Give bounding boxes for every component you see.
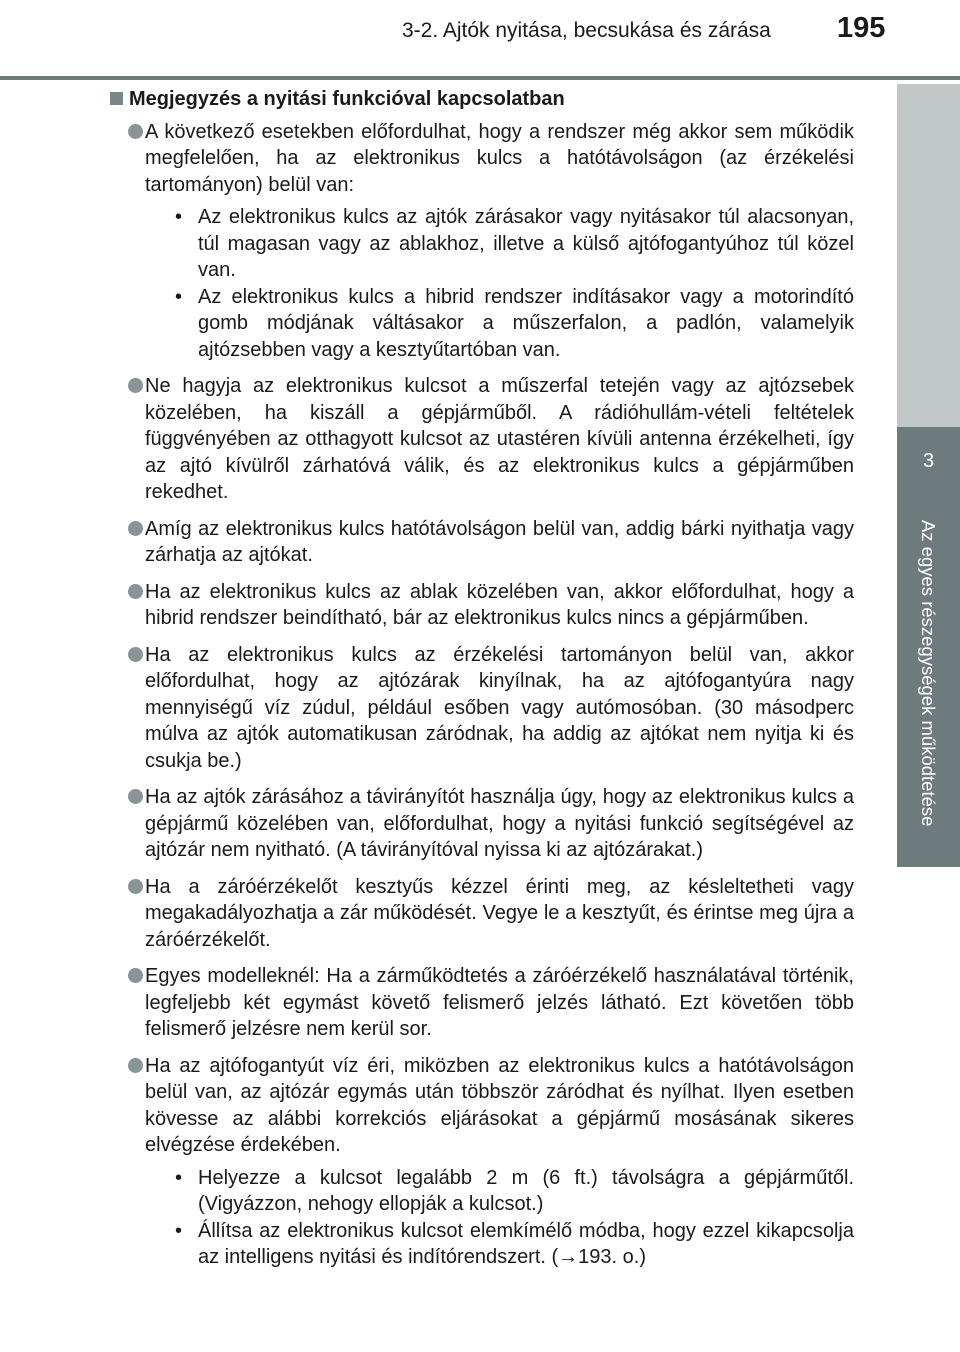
page-number: 195 bbox=[837, 12, 886, 44]
list-item bbox=[110, 642, 854, 775]
list-item bbox=[110, 119, 854, 364]
list-item-text: Ha az elektronikus kulcs az ablak közelében van, akkor előfordulhat, hogy a hibrid rendszer beindítható, bár az elektronikus kulcs nincs a gépjárműben. bbox=[145, 580, 854, 629]
side-tab-light bbox=[897, 84, 960, 427]
sub-list-item bbox=[145, 1165, 854, 1218]
header-rule bbox=[0, 76, 960, 80]
list-item-text: Ha a záróérzékelőt kesztyűs kézzel érinti meg, az késleltetheti vagy megakadályozhatja a zár működését. Vegye le a kesztyűt, és érintse meg újra a záróérzékelőt. bbox=[145, 875, 854, 951]
circle-bullet-icon bbox=[128, 789, 143, 804]
square-bullet-icon bbox=[110, 92, 123, 105]
sub-list-item bbox=[145, 204, 854, 284]
page-header bbox=[0, 0, 960, 80]
sub-list-item-text: Helyezze a kulcsot legalább 2 m (6 ft.) távolságra a gépjárműtől. (Vigyázzon, nehogy ellopják a kulcsot.) bbox=[198, 1166, 854, 1215]
list-item-text: Ha az elektronikus kulcs az érzékelési tartományon belül van, akkor előfordulhat, hogy az ajtózárak kinyílnak, ha az ajtófogantyúra nagy mennyiségű víz zúdul, például esőben vagy autómosóban. (30 másodperc múlva az ajtók automatikusan záródnak, ha addig az ajtókat nem nyitja ki és csukja be.) bbox=[145, 643, 854, 772]
chapter-number: 3 bbox=[922, 450, 935, 472]
sub-list-item bbox=[145, 1218, 854, 1271]
list-item bbox=[110, 963, 854, 1043]
circle-bullet-icon bbox=[128, 968, 143, 983]
list-item-text: Ne hagyja az elektronikus kulcsot a műszerfal tetején vagy az ajtózsebek közelében, ha kiszáll a gépjárműből. A rádióhullám-vételi feltételek függvényében az otthagyott kulcsot az utastéren kívüli antenna érzékelheti, így az ajtó kívülről zárhatóvá válik, és az elektronikus kulcs a gépjárműben rekedhet. bbox=[145, 375, 854, 503]
circle-bullet-icon bbox=[128, 1058, 143, 1073]
sub-list-item-text: Az elektronikus kulcs az ajtók zárásakor vagy nyitásakor túl alacsonyan, túl magasan vagy az ablakhoz, illetve a külső ajtófogantyúhoz túl közel van. bbox=[198, 206, 854, 281]
circle-bullet-icon bbox=[128, 647, 143, 662]
dot-bullet-icon: • bbox=[175, 285, 183, 308]
list-item bbox=[110, 1053, 854, 1271]
section-heading bbox=[110, 86, 854, 113]
sub-list-item bbox=[145, 284, 854, 364]
sub-list-item-text: Állítsa az elektronikus kulcsot elemkímélő módba, hogy ezzel kikapcsolja az intelligens nyitási és indítórendszert. (→193. o.) bbox=[198, 1219, 854, 1268]
circle-bullet-icon bbox=[128, 879, 143, 894]
list-item bbox=[110, 516, 854, 569]
list-item-text: Ha az ajtófogantyút víz éri, miközben az elektronikus kulcs a hatótávolságon belül van, az ajtózár egymás után többször záródhat és nyílhat. Ilyen esetben kövesse az alábbi korrekciós eljárásokat a gépjármű mosásának sikeres elvégzése érdekében. bbox=[145, 1054, 854, 1156]
circle-bullet-icon bbox=[128, 378, 143, 393]
dot-bullet-icon: • bbox=[175, 1166, 183, 1189]
list-item-text: Egyes modelleknél: Ha a zárműködtetés a záróérzékelő használatával történik, legfeljebb két egymást követő felismerő jelzés látható. Ezt követően több felismerő jelzésre nem kerül sor. bbox=[145, 965, 854, 1040]
list-item bbox=[110, 373, 854, 506]
list-item bbox=[110, 784, 854, 864]
sub-list bbox=[145, 204, 854, 363]
chapter-title: Az egyes részegységek működtetése bbox=[918, 520, 939, 827]
circle-bullet-icon bbox=[128, 521, 143, 536]
dot-bullet-icon: • bbox=[175, 1219, 183, 1242]
circle-bullet-icon bbox=[128, 124, 143, 139]
list-item bbox=[110, 579, 854, 632]
list-item-text: Amíg az elektronikus kulcs hatótávolságon belül van, addig bárki nyithatja vagy zárhatja az ajtókat. bbox=[145, 517, 854, 566]
dot-bullet-icon: • bbox=[175, 206, 183, 228]
sub-list bbox=[145, 1165, 854, 1271]
list-item bbox=[110, 874, 854, 954]
section-title: 3-2. Ajtók nyitása, becsukása és zárása bbox=[402, 19, 771, 42]
sub-list-item-text: Az elektronikus kulcs a hibrid rendszer indításakor vagy a motorindító gomb módjának váltásakor a műszerfalon, a padlón, valamelyik ajtózsebben vagy a kesztyűtartóban van. bbox=[198, 285, 854, 361]
list-item-text: Ha az ajtók zárásához a távirányítót használja úgy, hogy az elektronikus kulcs a gépjármű közelében van, előfordulhat, hogy a nyitási funkció segítségével az ajtózár nem nyitható. (A távirányítóval nyissa ki az ajtózárakat.) bbox=[145, 786, 854, 861]
circle-bullet-icon bbox=[128, 584, 143, 599]
page-content bbox=[110, 86, 854, 1281]
section-heading-text: Megjegyzés a nyitási funkcióval kapcsolatban bbox=[129, 88, 565, 110]
list-item-text: A következő esetekben előfordulhat, hogy a rendszer még akkor sem működik megfelelően, ha az elektronikus kulcs a hatótávolságon (az érzékelési tartományon) belül van: bbox=[145, 120, 854, 196]
